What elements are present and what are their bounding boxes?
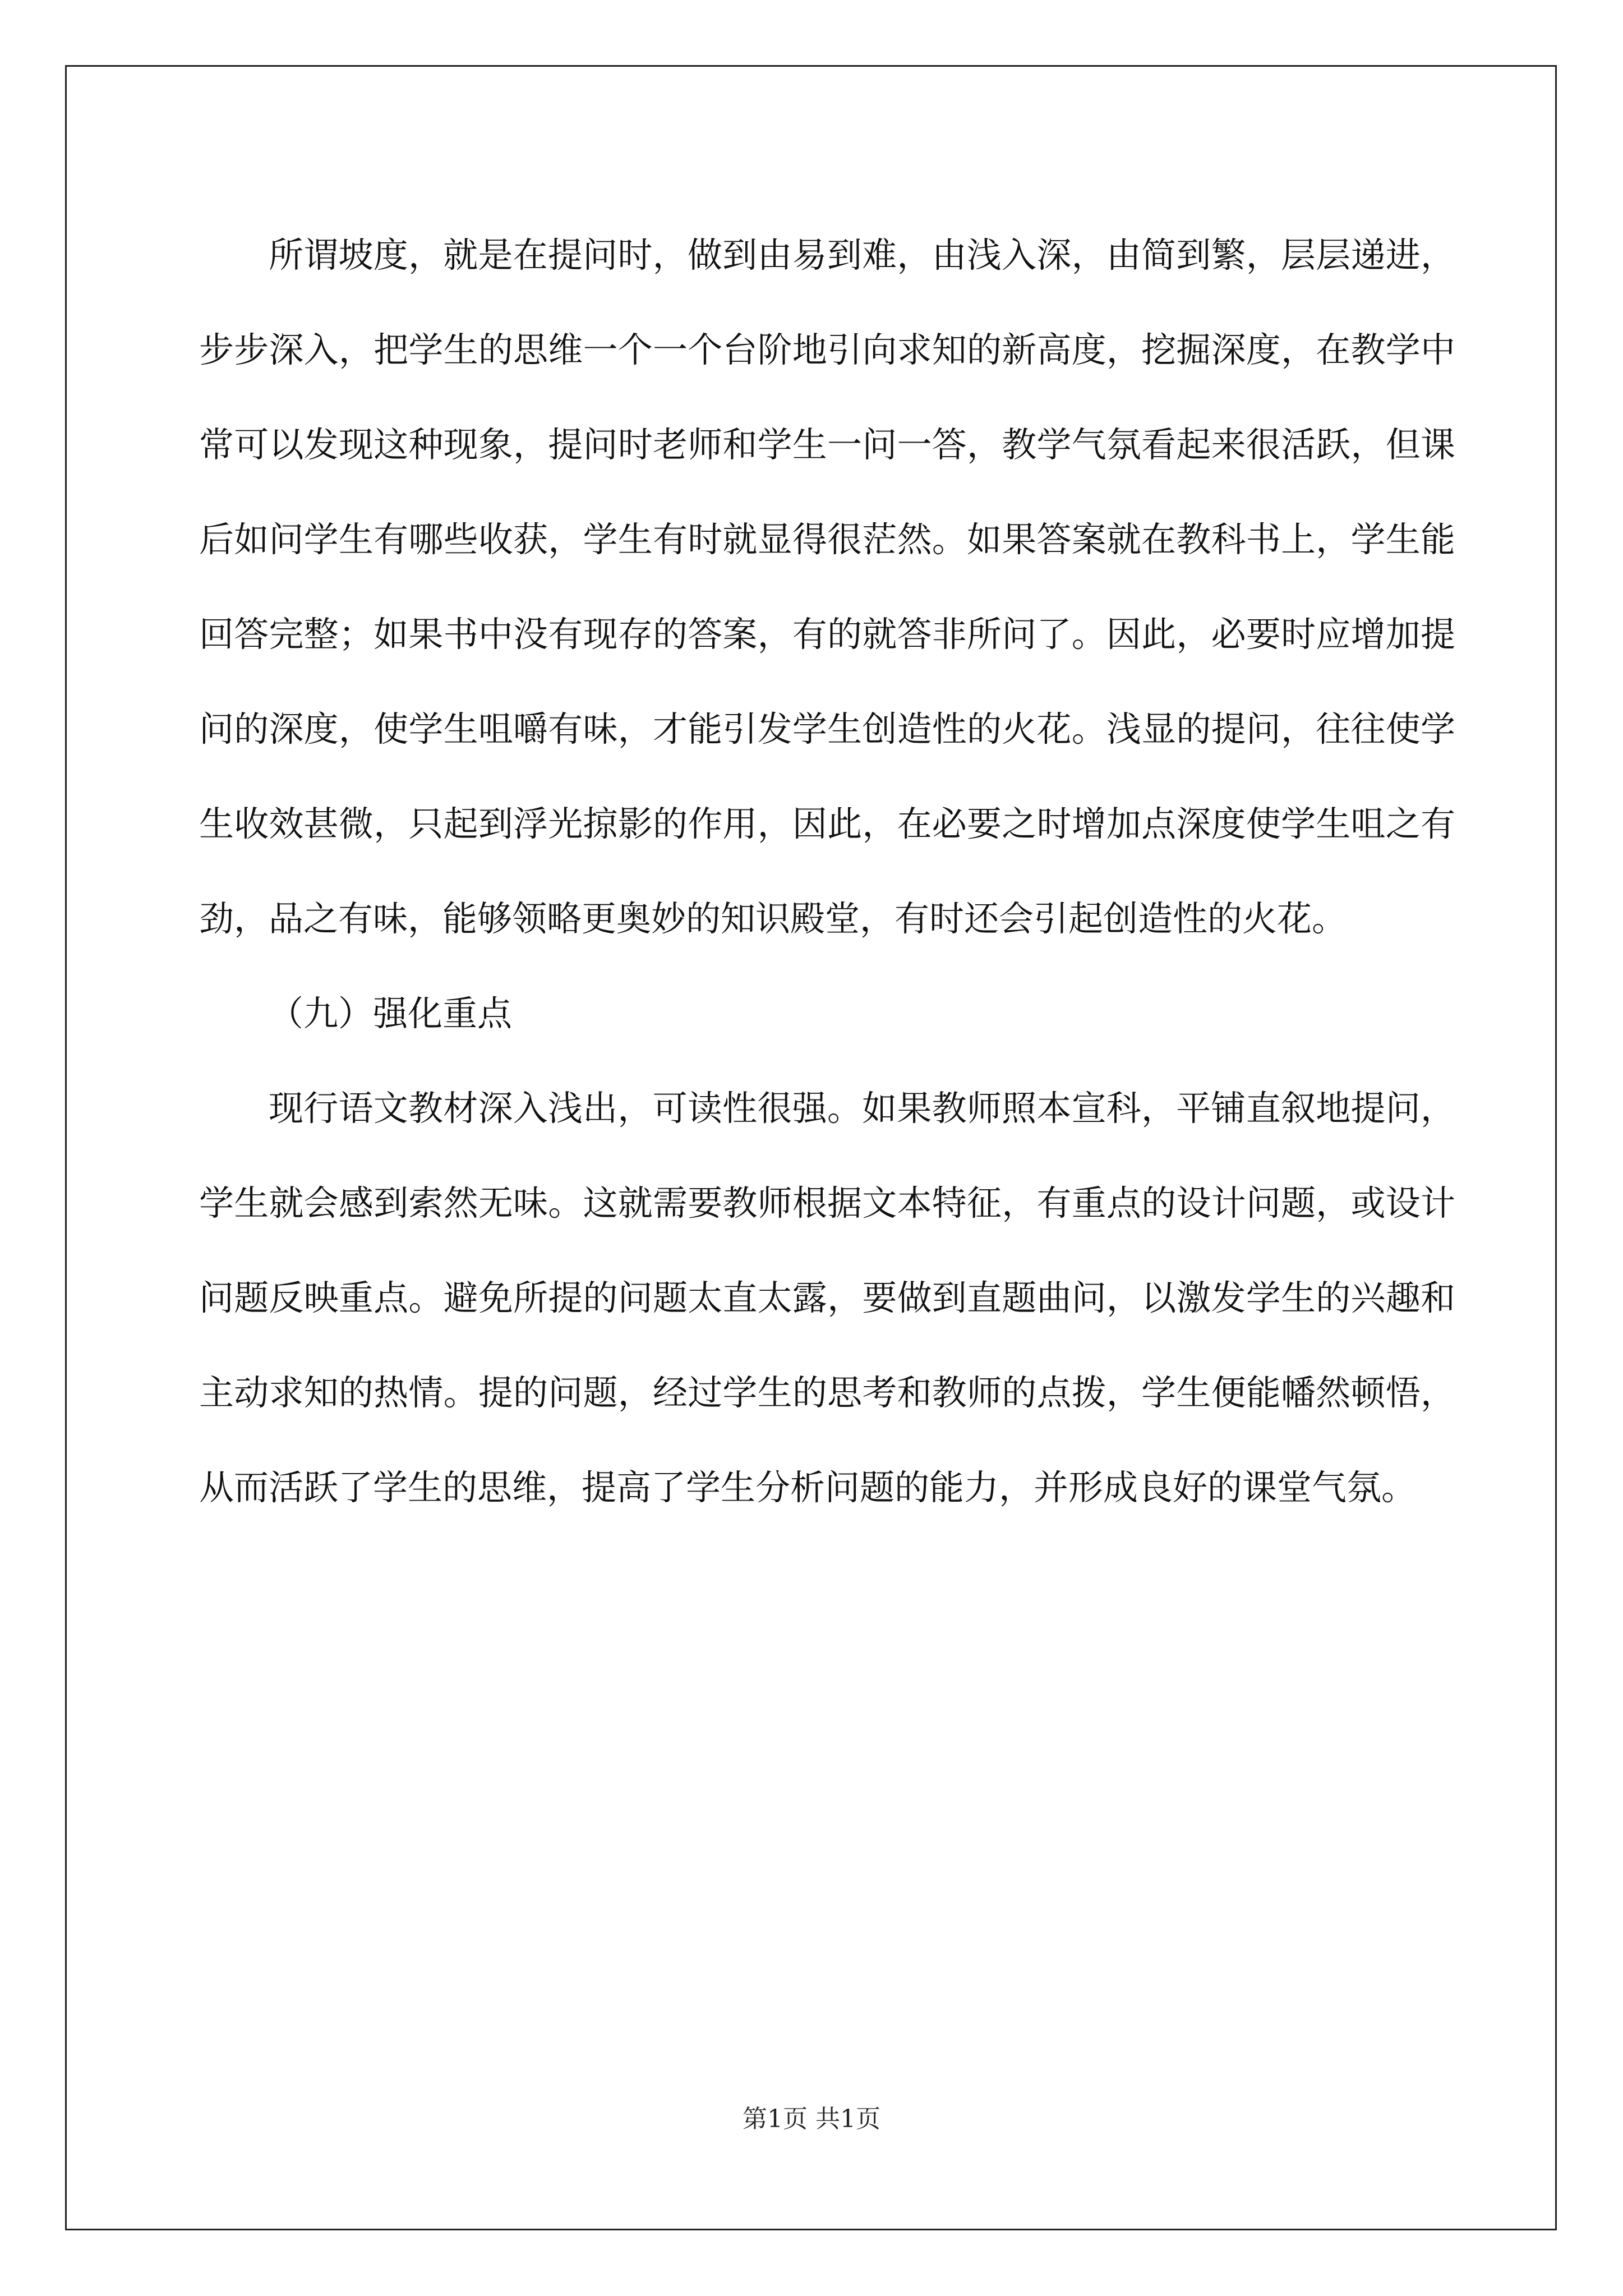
page-footer: 第1页 共1页 — [743, 2105, 880, 2133]
paragraph-key-points: 现行语文教材深入浅出，可读性很强。如果教师照本宣科，平铺直叙地提问，学生就会感到索然无味。这就需要教师根据文本特征，有重点的设计问题，或设计问题反映重点。避免所提的问题太直太露，要做到直题曲问，以激发学生的兴趣和主动求知的热情。提的问题，经过学生的思考和教师的点拨，学生便能幡然顿悟，从而活跃了学生的思维，提高了学生分析问题的能力，并形成良好的课堂气氛。 — [199, 1088, 1455, 1508]
document-body — [199, 208, 1455, 1535]
paragraph-slope: 所谓坡度，就是在提问时，做到由易到难，由浅入深，由简到繁，层层递进，步步深入，把学生的思维一个一个台阶地引向求知的新高度，挖掘深度，在教学中常可以发现这种现象，提问时老师和学生一问一答，教学气氛看起来很活跃，但课后如问学生有哪些收获，学生有时就显得很茫然。如果答案就在教科书上，学生能回答完整；如果书中没有现存的答案，有的就答非所问了。因此，必要时应增加提问的深度，使学生咀嚼有味，才能引发学生创造性的火花。浅显的提问，往往使学生收效甚微，只起到浮光掠影的作用，因此，在必要之时增加点深度使学生咀之有劲，品之有味，能够领略更奥妙的知识殿堂，有时还会引起创造性的火花。 — [199, 234, 1455, 939]
section-heading-strengthen-key-points: （九）强化重点 — [269, 993, 513, 1034]
